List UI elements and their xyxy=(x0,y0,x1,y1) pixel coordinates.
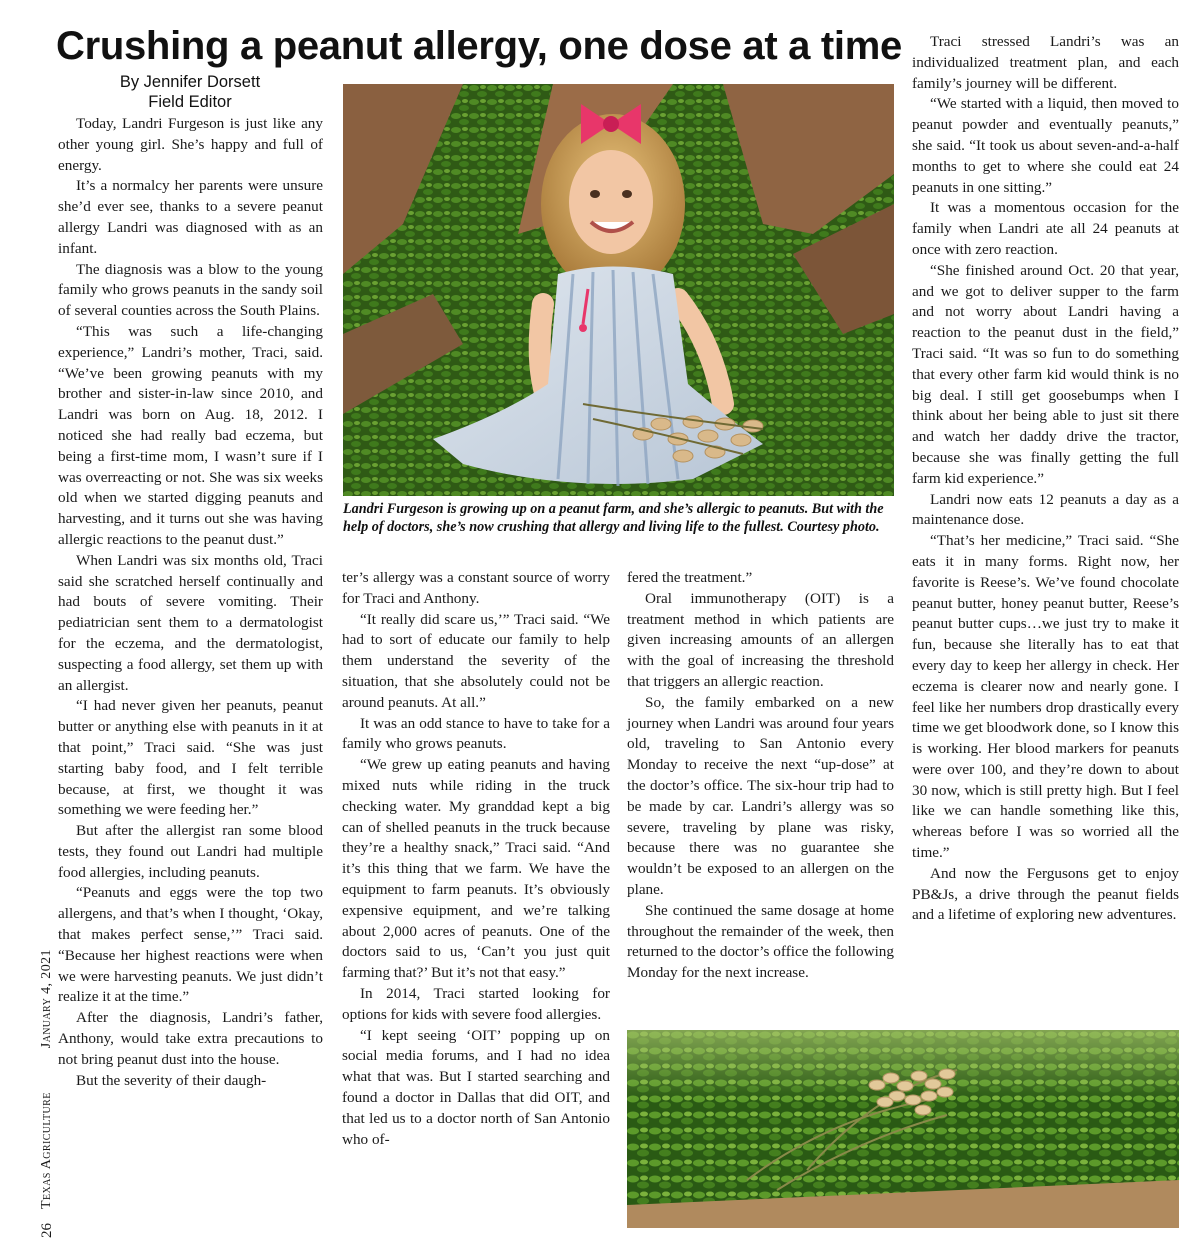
paragraph: Traci stressed Landri’s was an individualized treatment plan, and each family’s journey will be different. xyxy=(912,33,1179,92)
paragraph: So, the family embarked on a new journey when Landri was around four years old, traveling to San Antonio every Monday to receive the next “up-dose” at the doctor’s office. The six-hour trip had to be made by car. Landri’s allergy was so severe, traveling by plane was risky, because there was no guarantee she wouldn’t be exposed to an allergen on the plane. xyxy=(627,693,894,898)
article-column-2 xyxy=(342,568,610,1150)
paragraph: Oral immunotherapy (OIT) is a treatment method in which patients are given increasing amounts of an allergen with the goal of increasing the threshold that triggers an allergic reaction. xyxy=(627,589,894,690)
paragraph: “We grew up eating peanuts and having mixed nuts while riding in the truck checking water. My granddad kept a big can of shelled peanuts in the truck because they’re a healthy snack,” Traci said. “And it’s this thing that we farm. We have the equipment to farm peanuts. It’s obviously expensive equipment, and we’re talking about 2,000 acres of peanuts. One of the doctors said to us, ‘Can’t you just quit farming that?’ But it’s not that easy.” xyxy=(342,756,610,982)
photo-caption: Landri Furgeson is growing up on a peanut farm, and she’s allergic to peanuts. But with the help of doctors, she’s now crushing that allergy and living life to the fullest. Courtesy photo. xyxy=(343,501,884,535)
paragraph: “Peanuts and eggs were the top two allergens, and that’s when I thought, ‘Okay, that makes perfect sense,’” Traci said. “Because her highest reactions were when we were harvesting peanuts. We just didn’t realize it at the time.” xyxy=(58,884,323,1006)
paragraph: Landri now eats 12 peanuts a day as a maintenance dose. xyxy=(912,490,1179,529)
paragraph: “I had never given her peanuts, peanut butter or anything else with peanuts in it at that point,” Traci said. “She was just starting baby food, and I felt terrible because, at first, we thought it was something we were feeding her.” xyxy=(58,697,323,819)
photo-girl-peanut-field xyxy=(343,84,894,496)
publication-name: Texas Agriculture xyxy=(39,1092,54,1209)
paragraph: And now the Fergusons get to enjoy PB&Js, a drive through the peanut fields and a lifetime of exploring new adventures. xyxy=(912,864,1179,924)
byline xyxy=(56,72,324,112)
paragraph: “We started with a liquid, then moved to peanut powder and eventually peanuts,” she said. “It took us about seven-and-a-half months to get to where she could eat 24 peanuts in one sitting.” xyxy=(912,95,1179,196)
paragraph: ter’s allergy was a constant source of worry for Traci and Anthony. xyxy=(342,569,610,607)
issue-date: January 4, 2021 xyxy=(39,949,54,1049)
paragraph: After the diagnosis, Landri’s father, Anthony, would take extra precautions to not bring peanut dust into the house. xyxy=(58,1009,323,1068)
article-column-1 xyxy=(58,114,323,1091)
paragraph: It’s a normalcy her parents were unsure she’d ever see, thanks to a severe peanut allergy Landri was diagnosed with as an infant. xyxy=(58,177,323,257)
paragraph: But after the allergist ran some blood tests, they found out Landri had multiple food allergies, including peanuts. xyxy=(58,822,323,881)
paragraph: When Landri was six months old, Traci said she scratched herself continually and had bouts of severe vomiting. Their pediatrician sent them to a dermatologist for the eczema, and the dermatologist, suspecting a food allergy, set them up with an allergist. xyxy=(58,551,323,694)
headline: Crushing a peanut allergy, one dose at a time xyxy=(56,24,902,68)
paragraph: fered the treatment.” xyxy=(627,569,753,586)
paragraph: But the severity of their daugh- xyxy=(76,1071,267,1089)
byline-role: Field Editor xyxy=(148,93,232,111)
article-column-4 xyxy=(912,32,1179,926)
paragraph: She continued the same dosage at home throughout the remainder of the week, then returned to the doctor’s office the following Monday for the next increase. xyxy=(627,901,894,982)
page-number: 26 xyxy=(39,1223,55,1238)
paragraph: In 2014, Traci started looking for options for kids with severe food allergies. xyxy=(342,984,610,1023)
paragraph: “I kept seeing ‘OIT’ popping up on social media forums, and I had no idea what that was. But I started searching and found a doctor in Dallas that did OIT, and that led us to a doctor north of San Antonio who of- xyxy=(342,1026,610,1148)
paragraph: It was a momentous occasion for the family when Landri ate all 24 peanuts at once with zero reaction. xyxy=(912,199,1179,258)
paragraph: “She finished around Oct. 20 that year, and we got to deliver supper to the farm and not worry about Landri having a reaction to the peanut dust in the field,” Traci said. “It was so fun to do something that every other farm kid would think is no big deal. I still get goosebumps when I think about her being able to just sit there and watch her daddy drive the tractor, because she was finally getting the full farm kid experience.” xyxy=(912,261,1179,487)
paragraph: It was an odd stance to have to take for a family who grows peanuts. xyxy=(342,714,610,753)
byline-author: By Jennifer Dorsett xyxy=(119,73,261,91)
article-column-3 xyxy=(627,568,894,984)
paragraph: “That’s her medicine,” Traci said. “She eats it in many forms. Right now, her favorite is Reese’s. We’ve found chocolate peanut butter, honey peanut butter, Reese’s peanut butter cups…we just try to make it fun, because she literally has to eat that every day to keep her allergy in check. Her eczema is clearer now and nearly gone. I feel like her numbers drop drastically every time we get bloodwork done, so I know this is working. Her blood markers for peanuts were over 100, and they’re down to about 30 now, which is still pretty high. But I feel like we can handle something like this, whereas before I was so worried all the time.” xyxy=(912,532,1180,862)
paragraph: The diagnosis was a blow to the young family who grows peanuts in the sandy soil of several counties across the South Plains. xyxy=(58,260,323,320)
paragraph: “This was such a life-changing experience,” Landri’s mother, Traci, said. “We’ve been growing peanuts with my brother and sister-in-law since 2010, and Landri was born on Aug. 18, 2012. I noticed she had really bad eczema, but being a first-time mom, I wasn’t sure if I was overreacting or not. She was six weeks old when we started digging peanuts and harvesting, and it turns out she was having allergic reactions to the peanut dust.” xyxy=(58,322,323,548)
paragraph: Today, Landri Furgeson is just like any other young girl. She’s happy and full of energy. xyxy=(58,115,323,174)
paragraph: “It really did scare us,’” Traci said. “We had to sort of educate our family to help them understand the severity of the situation, that she absolutely could not be around peanuts. At all.” xyxy=(342,610,610,711)
photo-harvested-peanuts xyxy=(627,1030,1179,1228)
page-folio xyxy=(30,898,60,1238)
